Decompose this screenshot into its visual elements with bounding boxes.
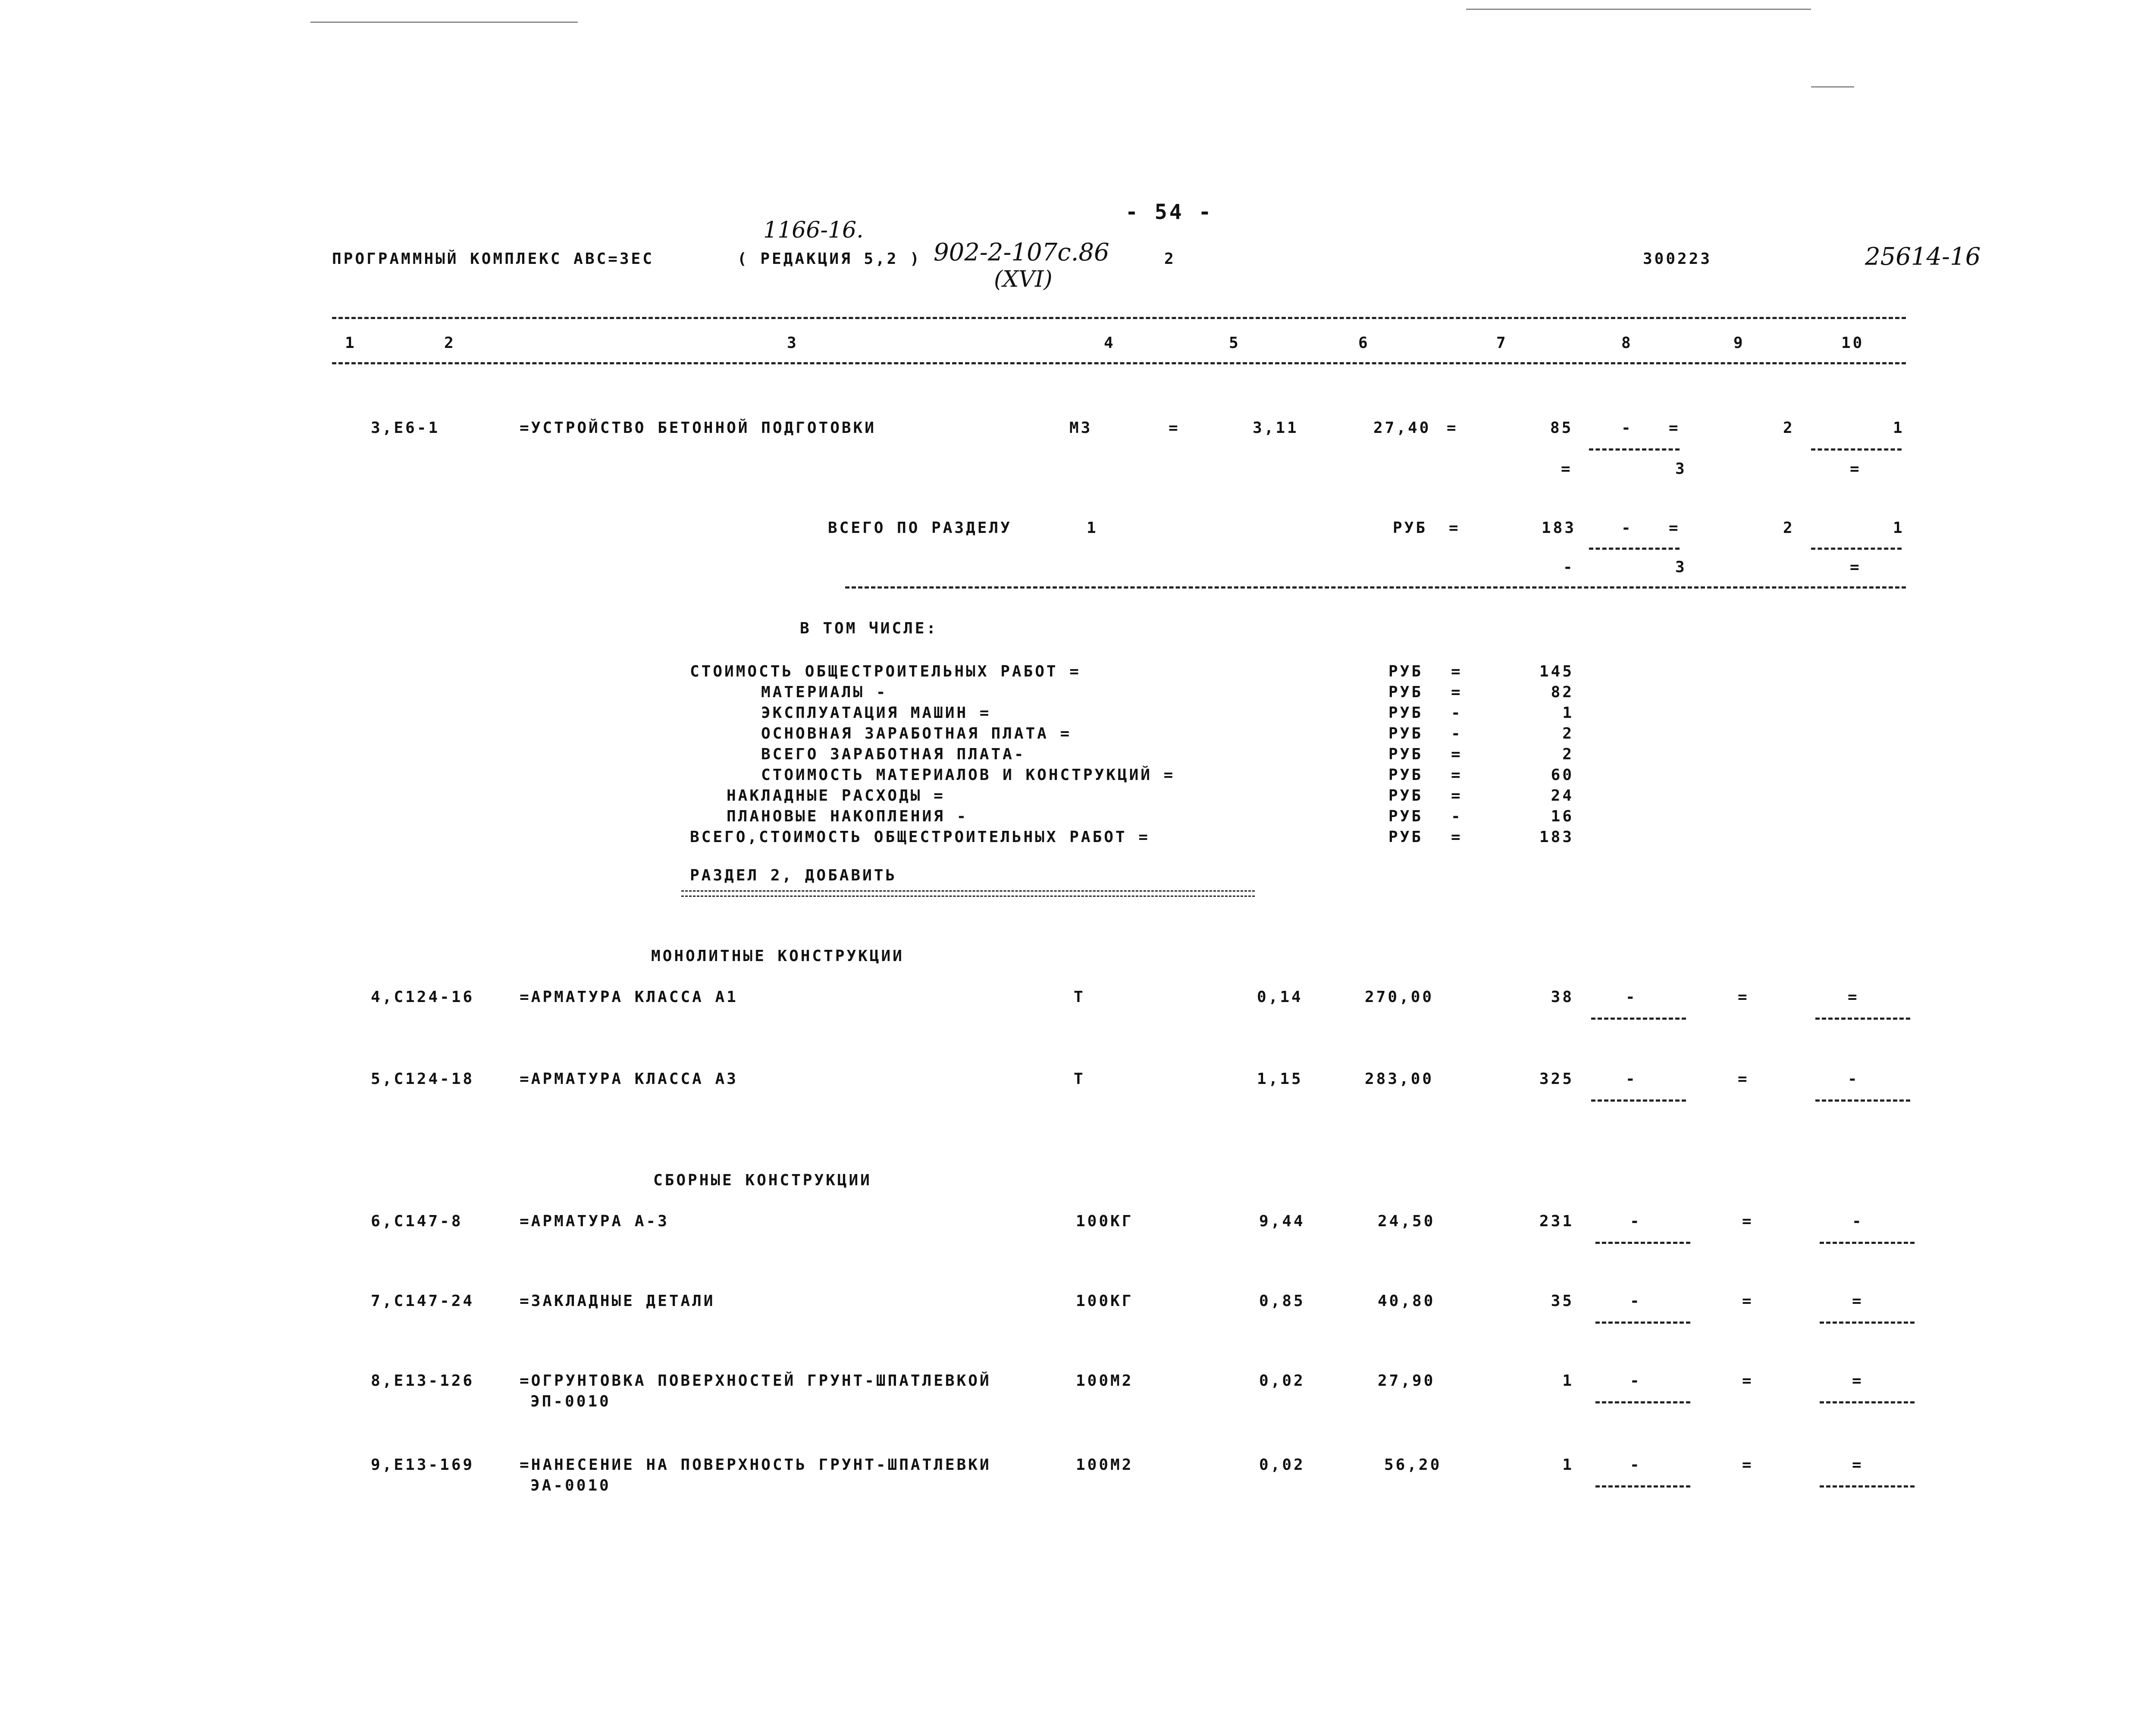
- scan-noise-line: [1811, 86, 1854, 88]
- breakdown-label: ВСЕГО ЗАРАБОТНАЯ ПЛАТА-: [761, 745, 1026, 763]
- row-col8: -: [1626, 988, 1637, 1006]
- section-total-col4: 1: [1087, 519, 1098, 537]
- breakdown-value: 24: [1551, 787, 1574, 805]
- row-qty: 1,15: [1257, 1070, 1303, 1088]
- breakdown-label: ОСНОВНАЯ ЗАРАБОТНАЯ ПЛАТА =: [761, 725, 1072, 742]
- col-number: 1: [345, 334, 357, 352]
- row-name: =АРМАТУРА КЛАССА А1: [520, 988, 738, 1006]
- breakdown-unit: РУБ: [1388, 683, 1423, 701]
- row-name: =УСТРОЙСТВО БЕТОННОЙ ПОДГОТОВКИ: [520, 419, 876, 437]
- breakdown-unit: РУБ: [1388, 787, 1423, 805]
- section-total-eq: =: [1449, 519, 1460, 537]
- row-unit: Т: [1074, 988, 1085, 1006]
- section-total-col8b: =: [1669, 519, 1680, 537]
- row-price: 56,20: [1384, 1456, 1442, 1474]
- breakdown-eq: =: [1451, 745, 1463, 763]
- section-total-rule: [845, 586, 1906, 589]
- breakdown-eq: =: [1451, 663, 1463, 680]
- fraction-bar: [1820, 1322, 1915, 1324]
- section-total-col10: 1: [1893, 519, 1905, 537]
- row-code: 9,Е13-169: [371, 1456, 475, 1474]
- col-number: 4: [1104, 334, 1116, 352]
- row-col9: =: [1738, 1070, 1749, 1088]
- section-2-double-rule: [681, 890, 1255, 897]
- breakdown-value: 145: [1539, 663, 1574, 680]
- breakdown-eq: =: [1451, 787, 1463, 805]
- row-name: =АРМАТУРА А-3: [520, 1212, 669, 1230]
- breakdown-eq: =: [1451, 766, 1463, 784]
- edition-label: ( РЕДАКЦИЯ 5,2 ): [737, 250, 921, 268]
- row-col8: -: [1630, 1292, 1642, 1310]
- row-col10: -: [1848, 1070, 1859, 1088]
- breakdown-value: 82: [1551, 683, 1574, 701]
- fraction-bar: [1811, 448, 1902, 451]
- page-number: - 54 -: [1125, 200, 1213, 224]
- row-price: 24,50: [1378, 1212, 1435, 1230]
- fraction-bar: [1820, 1401, 1915, 1403]
- breakdown-eq: =: [1451, 683, 1463, 701]
- including-label: В ТОМ ЧИСЛЕ:: [800, 620, 938, 637]
- col-number: 3: [787, 334, 799, 352]
- row-name: =ОГРУНТОВКА ПОВЕРХНОСТЕЙ ГРУНТ-ШПАТЛЕВКОЙ: [520, 1372, 991, 1390]
- sheet-number: 2: [1164, 250, 1176, 268]
- breakdown-label: ЭКСПЛУАТАЦИЯ МАШИН =: [761, 704, 991, 722]
- row-code: 5,С124-18: [371, 1070, 475, 1088]
- row-name-continued: ЭА-0010: [530, 1477, 611, 1494]
- breakdown-eq: -: [1451, 808, 1463, 825]
- row-col8: -: [1630, 1372, 1642, 1390]
- fraction-bar: [1591, 1018, 1686, 1020]
- col-number: 8: [1621, 334, 1633, 352]
- breakdown-unit: РУБ: [1388, 766, 1423, 784]
- row-code: 3,Е6-1: [371, 419, 440, 437]
- section-total-col8-lower: 3: [1675, 558, 1687, 576]
- handwritten-sub: (XVI): [994, 266, 1053, 292]
- row-col9: =: [1742, 1372, 1754, 1390]
- fraction-bar: [1589, 548, 1680, 550]
- breakdown-label: МАТЕРИАЛЫ -: [761, 683, 888, 701]
- breakdown-label: СТОИМОСТЬ ОБЩЕСТРОИТЕЛЬНЫХ РАБОТ =: [690, 663, 1081, 680]
- row-col9: =: [1742, 1292, 1754, 1310]
- row-qty: 0,02: [1259, 1456, 1305, 1474]
- row-col10-lower: =: [1850, 460, 1861, 478]
- row-total: 325: [1539, 1070, 1574, 1088]
- row-col8-lower: 3: [1675, 460, 1687, 478]
- row-unit: Т: [1074, 1070, 1085, 1088]
- row-name: =ЗАКЛАДНЫЕ ДЕТАЛИ: [520, 1292, 715, 1310]
- row-col7-lower: =: [1561, 460, 1573, 478]
- col-number: 2: [444, 334, 456, 352]
- group-title-precast: СБОРНЫЕ КОНСТРУКЦИИ: [653, 1171, 872, 1189]
- row-col8a: -: [1621, 419, 1633, 437]
- breakdown-label: НАКЛАДНЫЕ РАСХОДЫ =: [727, 787, 945, 805]
- row-price: 27,90: [1378, 1372, 1435, 1390]
- group-title-monolithic: МОНОЛИТНЫЕ КОНСТРУКЦИИ: [651, 947, 904, 965]
- breakdown-value: 2: [1562, 745, 1574, 763]
- row-col4: =: [1169, 419, 1180, 437]
- row-unit: 100М2: [1076, 1456, 1134, 1474]
- row-qty: 0,02: [1259, 1372, 1305, 1390]
- document-code: 300223: [1643, 250, 1712, 268]
- row-qty: 3,11: [1253, 419, 1299, 437]
- row-col10: 1: [1893, 419, 1905, 437]
- row-col10: =: [1852, 1292, 1864, 1310]
- breakdown-eq: =: [1451, 828, 1463, 846]
- section-total-col10-lower: =: [1850, 558, 1861, 576]
- row-total: 85: [1550, 419, 1573, 437]
- row-qty: 0,85: [1259, 1292, 1305, 1310]
- fraction-bar: [1595, 1322, 1690, 1324]
- breakdown-value: 183: [1539, 828, 1574, 846]
- breakdown-unit: РУБ: [1388, 704, 1423, 722]
- row-col10: =: [1848, 988, 1859, 1006]
- row-total: 38: [1551, 988, 1574, 1006]
- row-col9: =: [1738, 988, 1749, 1006]
- breakdown-label: СТОИМОСТЬ МАТЕРИАЛОВ И КОНСТРУКЦИЙ =: [761, 766, 1175, 784]
- fraction-bar: [1820, 1485, 1915, 1488]
- row-total: 231: [1539, 1212, 1574, 1230]
- handwritten-archive-number: 25614-16: [1865, 243, 1981, 271]
- breakdown-unit: РУБ: [1388, 745, 1423, 763]
- row-col8: -: [1630, 1456, 1642, 1474]
- row-unit: 100КГ: [1076, 1292, 1134, 1310]
- row-price: 27,40: [1373, 419, 1431, 437]
- fraction-bar: [1591, 1099, 1686, 1102]
- row-qty: 0,14: [1257, 988, 1303, 1006]
- breakdown-eq: -: [1451, 704, 1463, 722]
- fraction-bar: [1811, 548, 1902, 550]
- row-col9: 2: [1783, 419, 1795, 437]
- fraction-bar: [1815, 1099, 1910, 1102]
- row-col8b: =: [1669, 419, 1680, 437]
- row-price: 40,80: [1378, 1292, 1435, 1310]
- breakdown-unit: РУБ: [1388, 663, 1423, 680]
- row-col10: =: [1852, 1456, 1864, 1474]
- breakdown-unit: РУБ: [1388, 808, 1423, 825]
- row-price: 283,00: [1365, 1070, 1434, 1088]
- column-header-rule-top: [332, 317, 1906, 319]
- handwritten-number: 1166-16.: [763, 217, 864, 243]
- breakdown-value: 60: [1551, 766, 1574, 784]
- handwritten-project: 902-2-107с.86: [934, 238, 1109, 266]
- section-total-col8a: -: [1621, 519, 1633, 537]
- col-number: 10: [1841, 334, 1865, 352]
- fraction-bar: [1595, 1401, 1690, 1403]
- row-total: 1: [1562, 1456, 1574, 1474]
- row-col9: =: [1742, 1212, 1754, 1230]
- section-total-unit: РУБ: [1393, 519, 1428, 537]
- row-unit: М3: [1069, 419, 1093, 437]
- fraction-bar: [1595, 1242, 1690, 1244]
- row-total: 1: [1562, 1372, 1574, 1390]
- row-name-continued: ЭП-0010: [530, 1393, 611, 1410]
- section-total-value: 183: [1542, 519, 1576, 537]
- breakdown-value: 1: [1562, 704, 1574, 722]
- program-label: ПРОГРАММНЫЙ КОМПЛЕКС АВС=ЗЕС: [332, 250, 654, 268]
- fraction-bar: [1815, 1018, 1910, 1020]
- col-number: 5: [1229, 334, 1241, 352]
- row-col10: =: [1852, 1372, 1864, 1390]
- fraction-bar: [1820, 1242, 1915, 1244]
- column-header-rule-bottom: [332, 362, 1906, 364]
- row-name: =НАНЕСЕНИЕ НА ПОВЕРХНОСТЬ ГРУНТ-ШПАТЛЕВКИ: [520, 1456, 991, 1474]
- row-col10: -: [1852, 1212, 1864, 1230]
- scan-noise-line: [310, 22, 578, 23]
- breakdown-unit: РУБ: [1388, 725, 1423, 742]
- row-code: 7,С147-24: [371, 1292, 475, 1310]
- row-name: =АРМАТУРА КЛАССА А3: [520, 1070, 738, 1088]
- breakdown-label: ПЛАНОВЫЕ НАКОПЛЕНИЯ -: [727, 808, 968, 825]
- row-price: 270,00: [1365, 988, 1434, 1006]
- fraction-bar: [1595, 1485, 1690, 1488]
- section-total-col7-lower: -: [1563, 558, 1575, 576]
- breakdown-value: 16: [1551, 808, 1574, 825]
- row-unit: 100КГ: [1076, 1212, 1134, 1230]
- row-col8: -: [1626, 1070, 1637, 1088]
- row-unit: 100М2: [1076, 1372, 1134, 1390]
- breakdown-value: 2: [1562, 725, 1574, 742]
- row-code: 8,Е13-126: [371, 1372, 475, 1390]
- section-total-label: ВСЕГО ПО РАЗДЕЛУ: [828, 519, 1012, 537]
- breakdown-label: ВСЕГО,СТОИМОСТЬ ОБЩЕСТРОИТЕЛЬНЫХ РАБОТ =: [690, 828, 1150, 846]
- breakdown-unit: РУБ: [1388, 828, 1423, 846]
- section-total-col9: 2: [1783, 519, 1795, 537]
- section-2-title: РАЗДЕЛ 2, ДОБАВИТЬ: [690, 867, 897, 884]
- fraction-bar: [1589, 448, 1680, 451]
- row-col6: =: [1447, 419, 1458, 437]
- row-col9: =: [1742, 1456, 1754, 1474]
- row-code: 6,С147-8: [371, 1212, 463, 1230]
- row-total: 35: [1551, 1292, 1574, 1310]
- row-col8: -: [1630, 1212, 1642, 1230]
- scan-noise-line: [1466, 9, 1811, 10]
- col-number: 7: [1496, 334, 1508, 352]
- col-number: 6: [1358, 334, 1370, 352]
- row-qty: 9,44: [1259, 1212, 1305, 1230]
- col-number: 9: [1733, 334, 1745, 352]
- row-code: 4,С124-16: [371, 988, 475, 1006]
- breakdown-eq: -: [1451, 725, 1463, 742]
